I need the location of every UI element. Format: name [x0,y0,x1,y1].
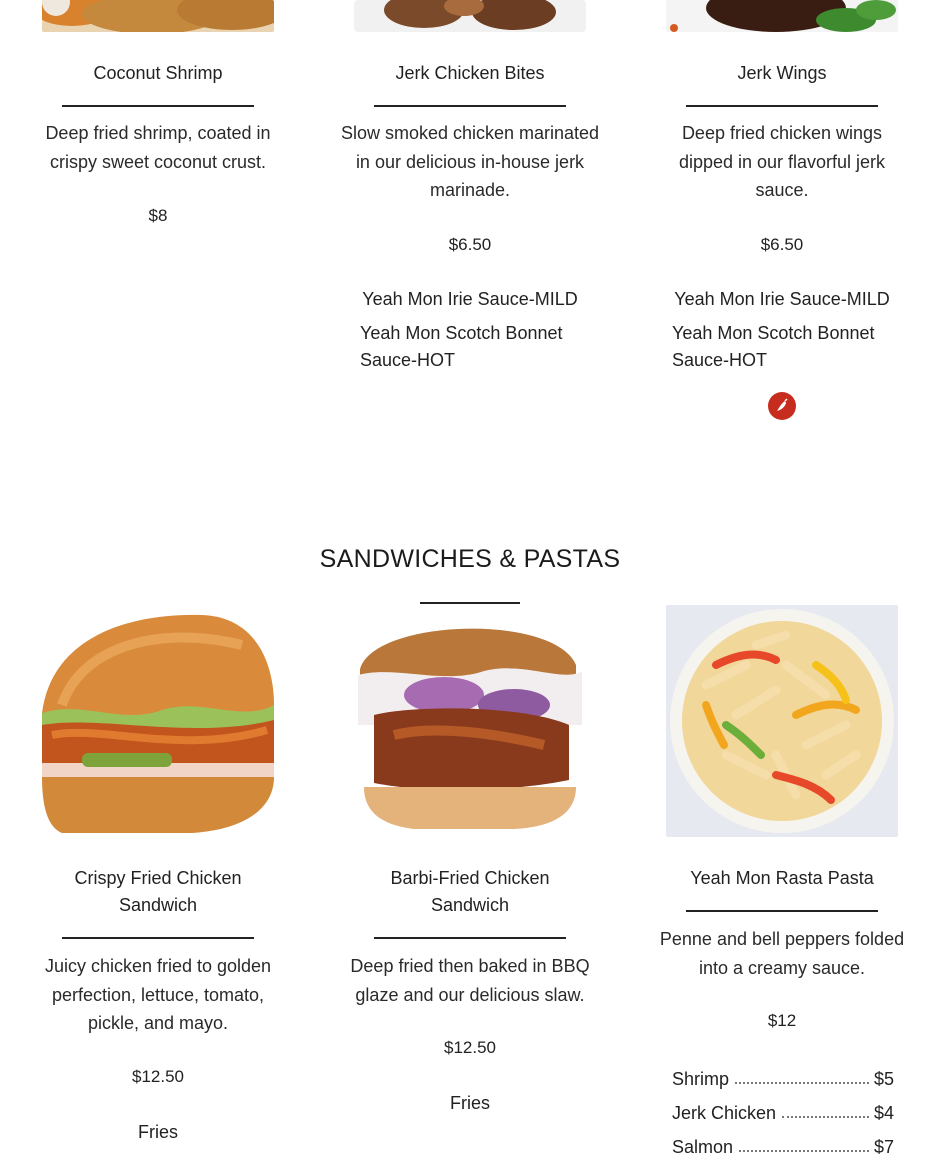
dot-leader [782,1116,869,1118]
jerk-chicken-bites-image [354,0,586,32]
divider [374,937,566,939]
item-name-rasta-pasta: Yeah Mon Rasta Pasta [690,868,874,888]
addon-price: $4 [873,1103,894,1123]
jerk-wings-image [666,0,898,32]
sauce-option-mild: Yeah Mon Irie Sauce-MILD [674,289,890,309]
item-side: Fries [138,1122,178,1142]
barbi-fried-chicken-sandwich-image [354,605,586,837]
item-name-crispy-fried-chicken-sandwich: Crispy Fried Chicken Sandwich [74,868,242,915]
item-name-barbi-fried-chicken-sandwich: Barbi-Fried Chicken Sandwich [390,868,550,915]
item-description: Deep fried chicken wings dipped in our flavorful jerk sauce. [678,123,886,200]
item-name-jerk-wings: Jerk Wings [737,63,827,83]
divider [62,937,254,939]
item-name-jerk-chicken-bites: Jerk Chicken Bites [395,63,545,83]
item-price: $12 [767,1011,797,1030]
addon-row-shrimp [672,1064,894,1090]
divider [686,910,878,912]
sauce-option-hot: Yeah Mon Scotch Bonnet Sauce-HOT [672,323,875,370]
item-description: Deep fried shrimp, coated in crispy sweet coconut crust. [45,123,271,172]
item-description: Penne and bell peppers folded into a creamy sauce. [659,929,905,978]
item-price: $8 [148,206,168,225]
item-description: Slow smoked chicken marinated in our delicious in-house jerk marinade. [340,123,600,200]
addon-label: Shrimp [672,1069,730,1089]
item-description: Juicy chicken fried to golden perfection, lettuce, tomato, pickle, and mayo. [44,956,272,1033]
addon-row-jerk-chicken [672,1098,894,1124]
addon-label: Salmon [672,1137,734,1157]
divider [374,105,566,107]
chili-pepper-icon [768,392,796,420]
addon-row-salmon [672,1132,894,1158]
item-price: $6.50 [448,235,492,254]
item-description: Deep fried then baked in BBQ glaze and our delicious slaw. [350,956,590,1005]
divider [62,105,254,107]
item-side: Fries [450,1093,490,1113]
rasta-pasta-image [666,605,898,837]
section-title: SANDWICHES & PASTAS [319,545,621,573]
sauce-option-hot: Yeah Mon Scotch Bonnet Sauce-HOT [360,323,563,370]
addon-price: $7 [873,1137,894,1157]
item-price: $12.50 [444,1038,496,1057]
addon-price: $5 [873,1069,894,1089]
addon-label: Jerk Chicken [672,1103,777,1123]
divider [686,105,878,107]
item-price: $12.50 [132,1067,184,1086]
dot-leader [739,1150,869,1152]
coconut-shrimp-image [42,0,274,32]
item-name-coconut-shrimp: Coconut Shrimp [93,63,223,83]
crispy-fried-chicken-sandwich-image [42,605,274,837]
sauce-option-mild: Yeah Mon Irie Sauce-MILD [362,289,578,309]
item-price: $6.50 [760,235,804,254]
dot-leader [735,1082,869,1084]
section-divider [420,602,520,604]
